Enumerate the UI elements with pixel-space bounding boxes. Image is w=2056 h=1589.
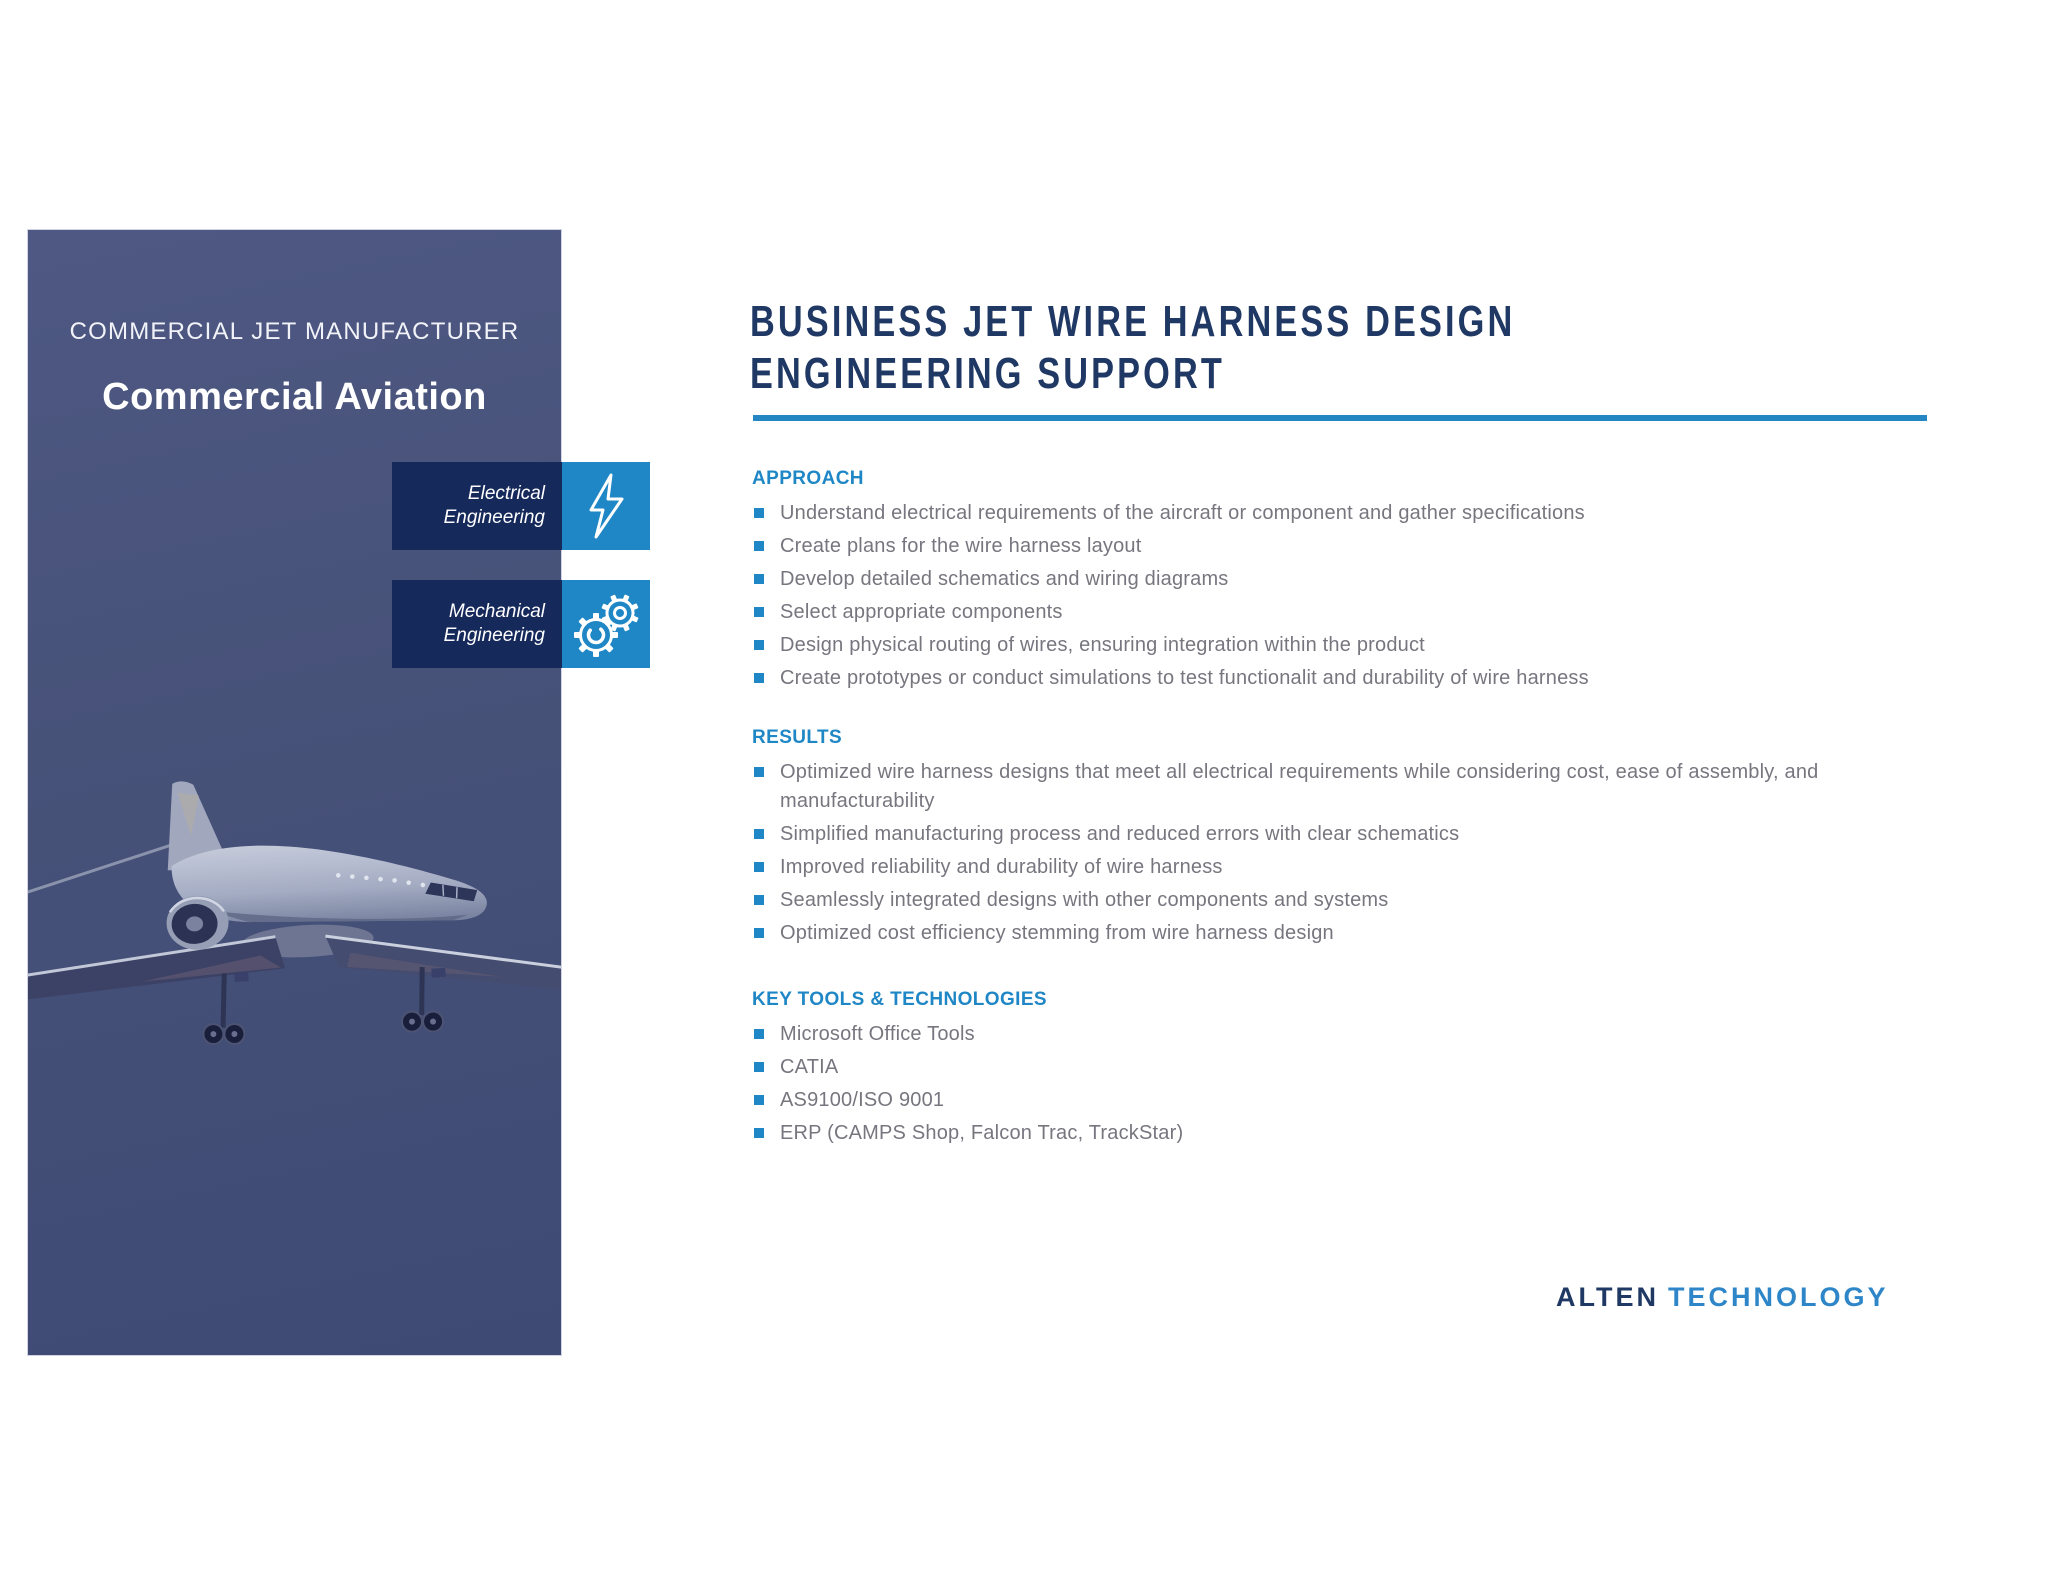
bullet-list <box>752 758 1882 948</box>
list-item <box>752 631 1882 660</box>
alten-technology-logo <box>1556 1282 1889 1313</box>
list-item-text: Simplified manufacturing process and reduced errors with clear schematics <box>780 823 1460 845</box>
bullet-square-icon <box>754 895 764 905</box>
tag-label-line: Engineering <box>443 625 545 646</box>
list-item-text: Create prototypes or conduct simulations to test functionalit and durability of wire harness <box>780 667 1589 689</box>
list-item <box>752 532 1882 561</box>
list-item-text: Develop detailed schematics and wiring diagrams <box>780 568 1229 590</box>
tag-label-line: Mechanical <box>448 601 545 622</box>
bullet-square-icon <box>754 574 764 584</box>
list-item-text: Optimized cost efficiency stemming from wire harness design <box>780 922 1334 944</box>
bullet-square-icon <box>754 1095 764 1105</box>
list-item-text: Understand electrical requirements of the aircraft or component and gather specifications <box>780 502 1585 524</box>
list-item-text: AS9100/ISO 9001 <box>780 1089 945 1111</box>
title-underline-rule <box>753 415 1927 421</box>
tag-mechanical-engineering <box>392 580 562 668</box>
list-item <box>752 1053 1882 1082</box>
list-item <box>752 499 1882 528</box>
sidebar <box>28 230 561 1355</box>
list-item <box>752 1119 1882 1148</box>
section-approach <box>752 464 1882 697</box>
bullet-square-icon <box>754 767 764 777</box>
list-item-text: Select appropriate components <box>780 601 1063 623</box>
bullet-square-icon <box>754 829 764 839</box>
bullet-list <box>752 499 1882 693</box>
list-item <box>752 598 1882 627</box>
tag-label-line: Electrical <box>467 483 545 504</box>
page-title-line-2: ENGINEERING SUPPORT <box>750 349 1225 398</box>
list-item <box>752 565 1882 594</box>
list-item <box>752 758 1882 816</box>
list-item-text: Microsoft Office Tools <box>780 1023 975 1045</box>
bullet-square-icon <box>754 1062 764 1072</box>
bullet-square-icon <box>754 508 764 518</box>
logo-technology: TECHNOLOGY <box>1668 1282 1889 1312</box>
list-item <box>752 853 1882 882</box>
bullet-square-icon <box>754 928 764 938</box>
sidebar-eyebrow: COMMERCIAL JET MANUFACTURER <box>69 318 520 345</box>
bullet-list <box>752 1020 1882 1148</box>
bullet-square-icon <box>754 607 764 617</box>
list-item <box>752 886 1882 915</box>
bullet-square-icon <box>754 541 764 551</box>
list-item <box>752 820 1882 849</box>
tag-label-line: Engineering <box>443 507 545 528</box>
list-item <box>752 1020 1882 1049</box>
bullet-square-icon <box>754 640 764 650</box>
list-item-text: Optimized wire harness designs that meet all electrical requirements while considering cost, ease of assembly, and manufacturability <box>780 761 1819 812</box>
list-item-text: Create plans for the wire harness layout <box>780 535 1142 557</box>
section-heading: RESULTS <box>752 727 843 748</box>
bullet-square-icon <box>754 1128 764 1138</box>
bullet-square-icon <box>754 862 764 872</box>
list-item-text: CATIA <box>780 1056 839 1078</box>
list-item-text: Design physical routing of wires, ensuring integration within the product <box>780 634 1425 656</box>
list-item <box>752 919 1882 948</box>
list-item <box>752 1086 1882 1115</box>
section-results <box>752 723 1882 952</box>
sidebar-title: Commercial Aviation <box>102 376 487 418</box>
list-item <box>752 664 1882 693</box>
tag-electrical-engineering <box>392 462 562 550</box>
bullet-square-icon <box>754 1029 764 1039</box>
gears-icon <box>562 580 650 668</box>
page-title-line-1: BUSINESS JET WIRE HARNESS DESIGN <box>750 297 1516 346</box>
section-key-tools <box>752 985 1882 1152</box>
bullet-square-icon <box>754 673 764 683</box>
logo-alten: ALTEN <box>1556 1282 1659 1312</box>
page-title <box>750 296 1731 400</box>
lightning-icon <box>562 462 650 550</box>
section-heading: APPROACH <box>752 468 864 489</box>
list-item-text: Seamlessly integrated designs with other components and systems <box>780 889 1389 911</box>
section-heading: KEY TOOLS & TECHNOLOGIES <box>752 989 1047 1010</box>
list-item-text: ERP (CAMPS Shop, Falcon Trac, TrackStar) <box>780 1122 1184 1144</box>
list-item-text: Improved reliability and durability of wire harness <box>780 856 1223 878</box>
